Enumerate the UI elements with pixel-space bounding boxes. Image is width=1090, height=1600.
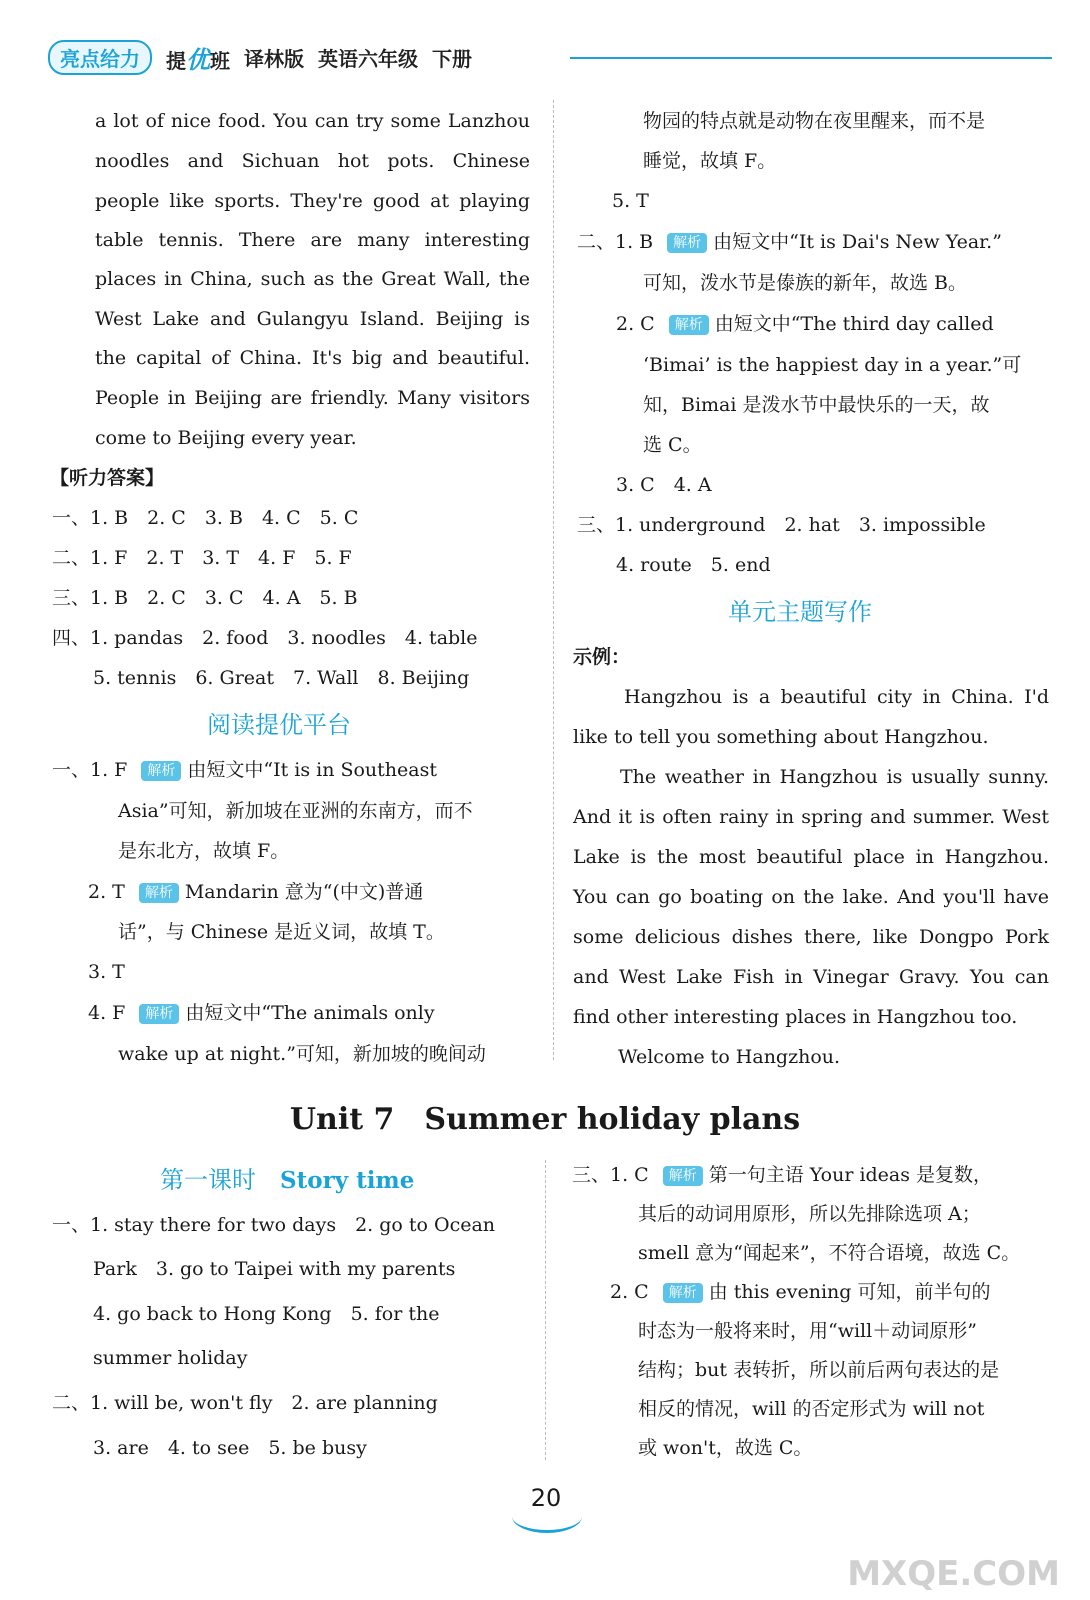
series-title: 提优班 bbox=[166, 45, 230, 74]
essay-line: some delicious dishes there, like Dongpo Pork bbox=[573, 926, 1049, 948]
lesson-title: 第一课时 Story time bbox=[160, 1166, 415, 1194]
answer-line: 或 won't，故选 C。 bbox=[638, 1437, 813, 1459]
page-header bbox=[48, 40, 472, 74]
jiexi-badge: 解析 bbox=[669, 315, 709, 335]
answer-line: 四、1. pandas 2. food 3. noodles 4. table bbox=[52, 627, 478, 649]
jiexi-badge: 解析 bbox=[141, 761, 181, 781]
answer-line: 睡觉，故填 F。 bbox=[643, 150, 777, 172]
essay-line: Lake is the most beautiful place in Hangzhou. bbox=[573, 846, 1049, 868]
unit-title: Unit 7 Summer holiday plans bbox=[289, 1102, 801, 1137]
jiexi-badge: 解析 bbox=[667, 233, 707, 253]
answer-line: 3. C 4. A bbox=[616, 474, 712, 496]
answer-line: 3. are 4. to see 5. be busy bbox=[93, 1437, 367, 1459]
answer-line: 4. F 解析 由短文中“The animals only bbox=[88, 1002, 435, 1024]
essay-line: Hangzhou is a beautiful city in China. I'd bbox=[624, 686, 1049, 708]
answer-line: summer holiday bbox=[93, 1347, 248, 1369]
answer-line: 3. T bbox=[88, 961, 125, 983]
passage-line: a lot of nice food. You can try some Lanzhou bbox=[95, 110, 530, 132]
answer-line: 选 C。 bbox=[643, 434, 702, 456]
jiexi-badge: 解析 bbox=[663, 1283, 703, 1303]
answer-line: 一、1. F 解析 由短文中“It is in Southeast bbox=[52, 759, 437, 781]
answer-line: ‘Bimai’ is the happiest day in a year.”可 bbox=[643, 354, 1022, 376]
answer-line: 5. T bbox=[612, 190, 649, 212]
edition: 译林版 bbox=[244, 46, 304, 71]
answer-line: 话”，与 Chinese 是近义词，故填 T。 bbox=[118, 921, 445, 943]
answer-line: 2. T 解析 Mandarin 意为“(中文)普通 bbox=[88, 881, 424, 903]
passage-line: West Lake and Gulangyu Island. Beijing is bbox=[95, 308, 530, 330]
jiexi-badge: 解析 bbox=[139, 883, 179, 903]
jiexi-badge: 解析 bbox=[139, 1004, 179, 1024]
page-number: 20 bbox=[530, 1484, 562, 1512]
answer-line: 二、1. F 2. T 3. T 4. F 5. F bbox=[52, 547, 352, 569]
passage-line: noodles and Sichuan hot pots. Chinese bbox=[95, 150, 530, 172]
essay-line: like to tell you something about Hangzhou. bbox=[573, 726, 989, 748]
watermark: MXQE.COM bbox=[847, 1554, 1060, 1594]
passage-line: come to Beijing every year. bbox=[95, 427, 357, 449]
answer-line: 三、1. underground 2. hat 3. impossible bbox=[577, 514, 986, 536]
essay-line: and West Lake Fish in Vinegar Gravy. You can bbox=[573, 966, 1049, 988]
answer-line: 三、1. B 2. C 3. C 4. A 5. B bbox=[52, 587, 358, 609]
answer-line: wake up at night.”可知，新加坡的晚间动 bbox=[118, 1043, 486, 1065]
essay-line: You can go boating on the lake. And you'll have bbox=[573, 886, 1049, 908]
answer-line: Park 3. go to Taipei with my parents bbox=[93, 1258, 456, 1280]
answer-line: 相反的情况，will 的否定形式为 will not bbox=[638, 1398, 985, 1420]
reading-section-title: 阅读提优平台 bbox=[207, 711, 351, 739]
subject: 英语六年级 bbox=[318, 46, 418, 71]
answer-line: 4. go back to Hong Kong 5. for the bbox=[93, 1303, 440, 1325]
essay-line: Welcome to Hangzhou. bbox=[618, 1046, 841, 1068]
writing-section-title: 单元主题写作 bbox=[728, 598, 872, 626]
essay-line: find other interesting places in Hangzhou too. bbox=[573, 1006, 1018, 1028]
answer-line: 二、1. B 解析 由短文中“It is Dai's New Year.” bbox=[577, 231, 1002, 253]
answer-line: 三、1. C 解析 第一句主语 Your ideas 是复数， bbox=[572, 1164, 993, 1186]
answer-line: 其后的动词用原形，所以先排除选项 A； bbox=[638, 1203, 981, 1225]
essay-line: The weather in Hangzhou is usually sunny. bbox=[620, 766, 1049, 788]
answer-line: 一、1. B 2. C 3. B 4. C 5. C bbox=[52, 507, 359, 529]
volume: 下册 bbox=[432, 46, 472, 71]
answer-line: 是东北方，故填 F。 bbox=[118, 840, 290, 862]
answer-line: 时态为一般将来时，用“will＋动词原形” bbox=[638, 1320, 977, 1342]
column-divider bbox=[553, 100, 554, 1060]
answer-line: smell 意为“闻起来”，不符合语境，故选 C。 bbox=[638, 1242, 1021, 1264]
listening-title: 【听力答案】 bbox=[50, 467, 165, 489]
jiexi-badge: 解析 bbox=[663, 1166, 703, 1186]
answer-line: 5. tennis 6. Great 7. Wall 8. Beijing bbox=[93, 667, 470, 689]
answer-line: 结构；but 表转折，所以前后两句表达的是 bbox=[638, 1359, 1000, 1381]
column-divider bbox=[545, 1160, 546, 1460]
brand-logo: 亮点给力 bbox=[48, 40, 152, 75]
answer-line: 物园的特点就是动物在夜里醒来，而不是 bbox=[643, 110, 986, 132]
passage-line: the capital of China. It's big and beautiful. bbox=[95, 347, 530, 369]
answer-line: 知，Bimai 是泼水节中最快乐的一天，故 bbox=[643, 394, 990, 416]
essay-line: And it is often rainy in spring and summer. West bbox=[573, 806, 1049, 828]
answer-line: 2. C 解析 由 this evening 可知，前半句的 bbox=[610, 1281, 991, 1303]
passage-line: People in Beijing are friendly. Many visitors bbox=[95, 387, 530, 409]
passage-line: people like sports. They're good at playing bbox=[95, 190, 530, 212]
passage-line: places in China, such as the Great Wall, the bbox=[95, 268, 530, 290]
header-rule bbox=[570, 57, 1052, 59]
answer-line: 一、1. stay there for two days 2. go to Ocean bbox=[52, 1214, 496, 1236]
answer-line: 二、1. will be, won't fly 2. are planning bbox=[52, 1392, 438, 1414]
answer-line: Asia”可知，新加坡在亚洲的东南方，而不 bbox=[118, 800, 473, 822]
example-label: 示例： bbox=[573, 646, 631, 668]
answer-line: 2. C 解析 由短文中“The third day called bbox=[616, 313, 994, 335]
page-number-swoosh bbox=[512, 1500, 582, 1533]
passage-line: table tennis. There are many interesting bbox=[95, 229, 530, 251]
answer-line: 可知，泼水节是傣族的新年，故选 B。 bbox=[643, 272, 968, 294]
answer-line: 4. route 5. end bbox=[616, 554, 771, 576]
